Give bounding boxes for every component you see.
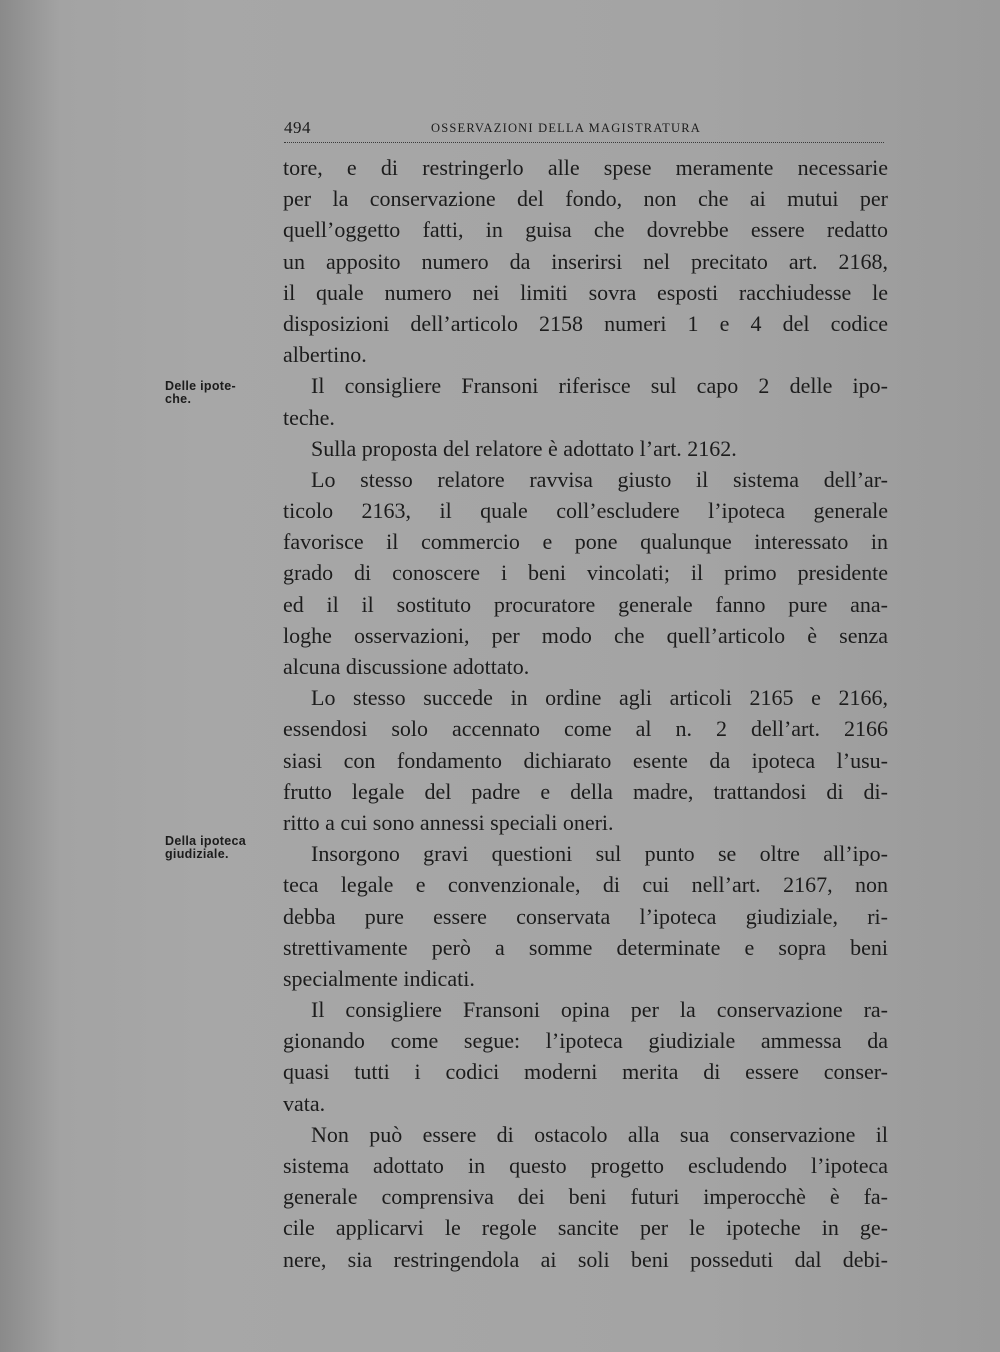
text-line: quasi tutti i codici moderni merita di essere conser- [283, 1059, 888, 1085]
text-line: favorisce il commercio e pone qualunque interessato in [283, 529, 888, 555]
text-line: Il consigliere Fransoni riferisce sul capo 2 delle ipo- [311, 373, 888, 399]
text-line: debba pure essere conservata l’ipoteca giudiziale, ri- [283, 903, 888, 929]
text-line: alcuna discussione adottato. [283, 654, 530, 679]
page-number: 494 [284, 118, 311, 137]
text-line: Insorgono gravi questioni sul punto se oltre all’ipo- [311, 841, 888, 867]
text-line: ticolo 2163, il quale coll’escludere l’ipoteca generale [283, 498, 888, 524]
text-line: strettivamente però a somme determinate e sopra beni [283, 934, 888, 960]
margin-note-delle-ipoteche [165, 380, 285, 406]
text-line: specialmente indicati. [283, 965, 475, 991]
margin-note-ipoteca-giudiziale [165, 835, 285, 861]
text-line: disposizioni dell’articolo 2158 numeri 1 e 4 del codice [283, 310, 888, 336]
text-line: cile applicarvi le regole sancite per le ipoteche in ge- [283, 1215, 888, 1241]
margin-note-line: giudiziale. [165, 847, 229, 861]
text-line: frutto legale del padre e della madre, trattandosi di di- [283, 778, 888, 804]
text-line: albertino. [283, 342, 367, 368]
text-line: siasi con fondamento dichiarato esente da ipoteca l’usu- [283, 747, 888, 773]
text-line: Lo stesso succede in ordine agli articoli 2165 e 2166, [311, 685, 888, 711]
text-line: Sulla proposta del relatore è adottato l’art. 2162. [311, 435, 737, 461]
text-line: vata. [283, 1090, 326, 1116]
text-line: essendosi solo accennato come al n. 2 dell’art. 2166 [283, 716, 888, 742]
text-line: teca legale e convenzionale, di cui nell’art. 2167, non [283, 872, 888, 898]
text-line: per la conservazione del fondo, non che ai mutui per [283, 186, 888, 212]
text-line: gionando come segue: l’ipoteca giudiziale ammessa da [283, 1028, 888, 1054]
text-line: un apposito numero da inserirsi nel precitato art. 2168, [283, 248, 888, 274]
text-line: generale comprensiva dei beni futuri imperocchè è fa- [283, 1184, 888, 1210]
text-line: quell’oggetto fatti, in guisa che dovrebbe essere redatto [283, 217, 888, 243]
text-line: Non può essere di ostacolo alla sua conservazione il [311, 1121, 888, 1147]
margin-note-line: Delle ipote- [165, 379, 236, 393]
text-line: ed il il sostituto procuratore generale fanno pure ana- [283, 591, 888, 617]
text-line: tore, e di restringerlo alle spese meramente necessarie [283, 155, 888, 180]
text-line: Lo stesso relatore ravvisa giusto il sistema dell’ar- [311, 466, 888, 492]
page-header [284, 116, 884, 143]
text-line: ritto a cui sono annessi speciali oneri. [283, 809, 614, 835]
text-line: sistema adottato in questo progetto escludendo l’ipoteca [283, 1153, 888, 1178]
margin-note-line: che. [165, 392, 192, 406]
text-line: teche. [283, 404, 335, 430]
body-text [283, 152, 888, 1275]
text-line: grado di conoscere i beni vincolati; il primo presidente [283, 560, 888, 586]
text-line: Il consigliere Fransoni opina per la conservazione ra- [311, 997, 888, 1023]
margin-note-line: Della ipoteca [165, 834, 247, 848]
text-line: loghe osservazioni, per modo che quell’articolo è senza [283, 622, 888, 648]
running-head: OSSERVAZIONI DELLA MAGISTRATURA [431, 121, 702, 135]
text-line: il quale numero nei limiti sovra esposti racchiudesse le [283, 279, 888, 305]
text-line: nere, sia restringendola ai soli beni posseduti dal debi- [283, 1246, 888, 1272]
